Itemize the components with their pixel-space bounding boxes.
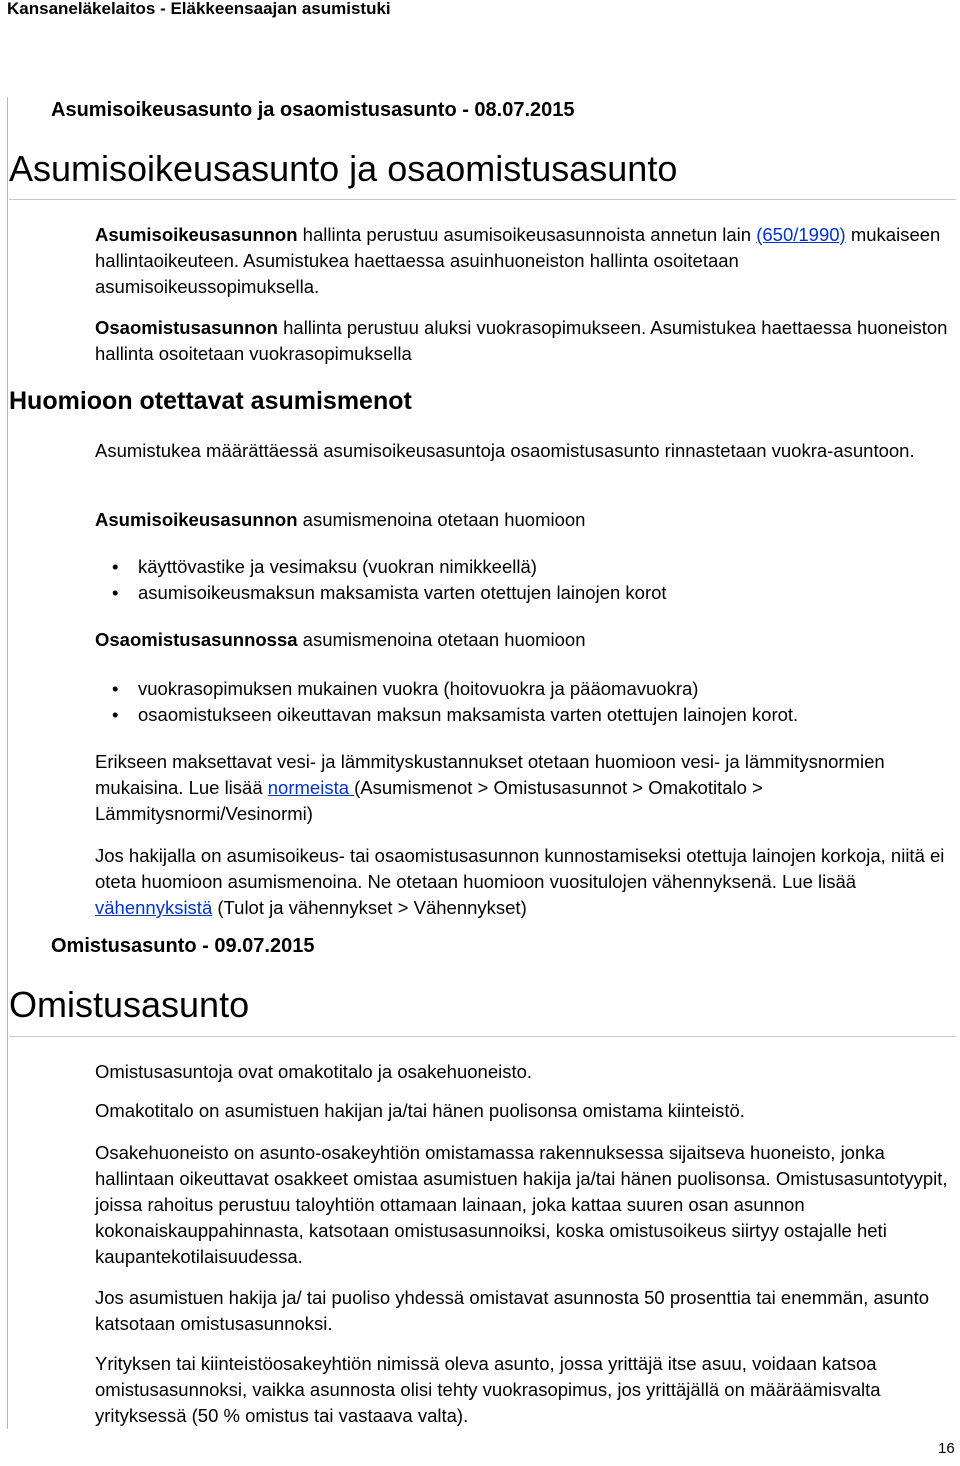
bold-term: Asumisoikeusasunnon <box>95 509 298 530</box>
page-title-asumisoikeus: Asumisoikeusasunto ja osaomistusasunto <box>9 148 678 189</box>
page-title-omistusasunto: Omistusasunto <box>9 984 250 1025</box>
paragraph-omistusasunnot: Omistusasuntoja ovat omakotitalo ja osakehuoneisto. <box>95 1061 533 1082</box>
section-heading-omistusasunto: Omistusasunto - 09.07.2015 <box>51 935 315 957</box>
bold-term: Osaomistusasunnossa <box>95 629 298 650</box>
page-number: 16 <box>938 1440 955 1457</box>
list-item: • käyttövastike ja vesimaksu (vuokran nimikkeellä) <box>95 554 667 580</box>
bold-term: Osaomistusasunnon <box>95 317 278 338</box>
running-header: Kansaneläkelaitos - Eläkkeensaajan asumistuki <box>7 0 391 18</box>
vahennyksista-link[interactable]: vähennyksistä <box>95 897 213 918</box>
list-osaomistus-menot <box>95 676 798 728</box>
list-asumisoikeus-menot <box>95 554 667 606</box>
paragraph-yritysasunto: Yrityksen tai kiinteistöosakeyhtiön nimissä oleva asunto, jossa yrittäjä itse asuu, voidaan katsoa omistusasunnoksi, vaikka asunnosta olisi tehty vuokrasopimus, jos yrittäjällä on määräämisvalta yrityksessä (50 % omistus tai vastaava valta). <box>95 1353 881 1426</box>
list-item: • asumisoikeusmaksun maksamista varten otettujen lainojen korot <box>95 580 667 606</box>
paragraph-rinnastus: Asumistukea määrättäessä asumisoikeusasuntoja osaomistusasunto rinnastetaan vuokra-asuntoon. <box>95 440 915 461</box>
paragraph-asumisoikeus-hallinta: Asumisoikeusasunnon hallinta perustuu asumisoikeusasunnoista annetun lain (650/1990) mukaiseen hallintaoikeuteen. Asumistukea haettaessa asuinhuoneiston hallinta osoitetaan asumisoikeussopimuksella. <box>95 224 941 297</box>
section-heading-asumisoikeus: Asumisoikeusasunto ja osaomistusasunto - 08.07.2015 <box>51 99 575 121</box>
title-divider <box>9 199 956 200</box>
title-divider <box>9 1036 956 1037</box>
paragraph-kunnostuslainat: Jos hakijalla on asumisoikeus- tai osaomistusasunnon kunnostamiseksi otettuja lainojen korkoja, niitä ei oteta huomioon asumismenoina. Ne otetaan huomioon vuositulojen vähennyksenä. Lue lisää vähennyksistä (Tulot ja vähennykset > Vähennykset) <box>95 845 945 918</box>
paragraph-vesi-lammitys: Erikseen maksettavat vesi- ja lämmityskustannukset otetaan huomioon vesi- ja lämmitysnormien mukaisina. Lue lisää normeista (Asumismenot > Omistusasunnot > Omakotitalo > Lämmitysnormi/Vesinormi) <box>95 751 885 824</box>
paragraph-osakehuoneisto: Osakehuoneisto on asunto-osakeyhtiön omistamassa rakennuksessa sijaitseva huoneisto, jonka hallintaan oikeuttavat osakkeet omistaa asumistuen hakija ja/tai hänen puolisonsa. Omistusasuntotyypit, joissa rahoitus perustuu taloyhtiön ottamaan lainaan, joka kattaa suuren osan asunnon kokonaiskauppahinnasta, katsotaan omistusasunnoiksi, koska omistusoikeus siirtyy ostajalle heti kaupantekotilaisuudessa. <box>95 1142 948 1267</box>
bold-term: Asumisoikeusasunnon <box>95 224 298 245</box>
paragraph-omakotitalo: Omakotitalo on asumistuen hakijan ja/tai hänen puolisonsa omistama kiinteistö. <box>95 1100 745 1121</box>
list-item: • vuokrasopimuksen mukainen vuokra (hoitovuokra ja pääomavuokra) <box>95 676 798 702</box>
left-margin-rule <box>7 97 8 1429</box>
paragraph-osaomistus-hallinta: Osaomistusasunnon hallinta perustuu aluksi vuokrasopimukseen. Asumistukea haettaessa huoneiston hallinta osoitetaan vuokrasopimuksella <box>95 317 948 364</box>
normeista-link[interactable]: normeista <box>267 777 355 798</box>
paragraph-asumisoikeus-menot: Asumisoikeusasunnon asumismenoina otetaan huomioon <box>95 509 586 530</box>
paragraph-osaomistus-menot: Osaomistusasunnossa asumismenoina otetaan huomioon <box>95 629 586 650</box>
law-link[interactable]: (650/1990) <box>756 224 846 245</box>
paragraph-omistusosuus: Jos asumistuen hakija ja/ tai puoliso yhdessä omistavat asunnosta 50 prosenttia tai enemmän, asunto katsotaan omistusasunnoksi. <box>95 1287 930 1334</box>
subheading-asumismenot: Huomioon otettavat asumismenot <box>9 387 412 415</box>
list-item: • osaomistukseen oikeuttavan maksun maksamista varten otettujen lainojen korot. <box>95 702 798 728</box>
